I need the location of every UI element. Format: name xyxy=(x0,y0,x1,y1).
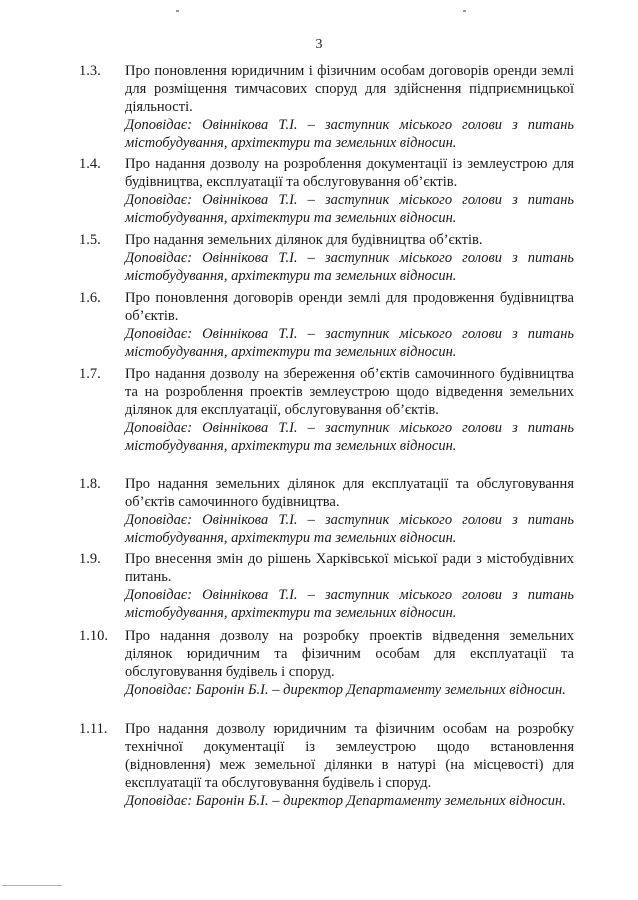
agenda-item-speaker: Доповідає: Баронін Б.І. – директор Департаменту земельних відносин. xyxy=(125,682,566,698)
agenda-item-title: Про надання дозволу на збереження об’єктів самочинного будівництва та на розроблення проектів землеустрою щодо відведення земельних ділянок для експлуатації, обслуговування об’єктів. xyxy=(125,366,574,418)
agenda-item-speaker: Доповідає: Баронін Б.І. – директор Департаменту земельних відносин. xyxy=(125,793,566,809)
agenda-item-number: 1.5. xyxy=(79,232,101,248)
agenda-item-body xyxy=(125,155,574,227)
agenda-item-title: Про надання дозволу юридичним та фізичним особам на розробку технічної документації із землеустрою щодо встановлення (відновлення) меж земельної ділянки в натурі (на місцевості) для експлуатації та обслуговування будівель і споруд. xyxy=(125,721,574,791)
agenda-item-number: 1.3. xyxy=(79,63,101,79)
agenda-item-body xyxy=(125,289,574,361)
agenda-item-title: Про поновлення юридичним і фізичним особам договорів оренди землі для розміщення тимчасових споруд для здійснення підприємницької діяльності. xyxy=(125,63,574,115)
agenda-item xyxy=(0,550,638,627)
agenda-item-speaker: Доповідає: Овіннікова Т.І. – заступник міського голови з питань містобудування, архітектури та земельних відносин. xyxy=(125,587,574,621)
agenda-item-number: 1.8. xyxy=(79,476,101,492)
agenda-item-body xyxy=(125,627,574,699)
agenda-item xyxy=(0,627,638,720)
agenda-item-title: Про надання земельних ділянок для експлуатації та обслуговування об’єктів самочинного будівництва. xyxy=(125,476,574,510)
page-number: 3 xyxy=(315,37,323,52)
agenda-item-number: 1.4. xyxy=(79,156,101,172)
agenda-item-body xyxy=(125,475,574,547)
agenda-item-body xyxy=(125,365,574,455)
agenda-item xyxy=(0,289,638,365)
agenda-item-number: 1.10. xyxy=(79,628,108,644)
agenda-item xyxy=(0,475,638,550)
agenda-item xyxy=(0,155,638,231)
agenda-item-title: Про поновлення договорів оренди землі для продовження будівництва об’єктів. xyxy=(125,290,574,324)
agenda-item xyxy=(0,720,638,810)
agenda-item-body xyxy=(125,231,574,285)
agenda-item-body xyxy=(125,720,574,810)
agenda-item xyxy=(0,365,638,475)
agenda-item-number: 1.11. xyxy=(79,721,108,737)
scan-artifact-mark xyxy=(463,10,466,12)
agenda-item-speaker: Доповідає: Овіннікова Т.І. – заступник міського голови з питань містобудування, архітектури та земельних відносин. xyxy=(125,192,574,226)
agenda-item xyxy=(0,231,638,289)
scan-artifact-mark xyxy=(176,10,179,12)
agenda-item xyxy=(0,62,638,155)
agenda-item-title: Про надання дозволу на розробку проектів відведення земельних ділянок юридичним та фізичним особам для експлуатації та обслуговування будівель і споруд. xyxy=(125,628,574,680)
agenda-item-title: Про надання дозволу на розроблення документації із землеустрою для будівництва, експлуатації та обслуговування об’єктів. xyxy=(125,156,574,190)
agenda-item-speaker: Доповідає: Овіннікова Т.І. – заступник міського голови з питань містобудування, архітектури та земельних відносин. xyxy=(125,420,574,454)
agenda-item-speaker: Доповідає: Овіннікова Т.І. – заступник міського голови з питань містобудування, архітектури та земельних відносин. xyxy=(125,512,574,546)
agenda-item-speaker: Доповідає: Овіннікова Т.І. – заступник міського голови з питань містобудування, архітектури та земельних відносин. xyxy=(125,117,574,151)
agenda-item-body xyxy=(125,62,574,152)
agenda-item-speaker: Доповідає: Овіннікова Т.І. – заступник міського голови з питань містобудування, архітектури та земельних відносин. xyxy=(125,250,574,284)
agenda-item-title: Про надання земельних ділянок для будівництва об’єктів. xyxy=(125,232,483,248)
agenda-item-title: Про внесення змін до рішень Харківської міської ради з містобудівних питань. xyxy=(125,551,574,585)
scan-artifact-line xyxy=(2,885,62,886)
agenda-list xyxy=(0,62,638,810)
agenda-item-body xyxy=(125,550,574,622)
agenda-item-number: 1.6. xyxy=(79,290,101,306)
agenda-item-number: 1.9. xyxy=(79,551,101,567)
agenda-item-number: 1.7. xyxy=(79,366,101,382)
agenda-item-speaker: Доповідає: Овіннікова Т.І. – заступник міського голови з питань містобудування, архітектури та земельних відносин. xyxy=(125,326,574,360)
